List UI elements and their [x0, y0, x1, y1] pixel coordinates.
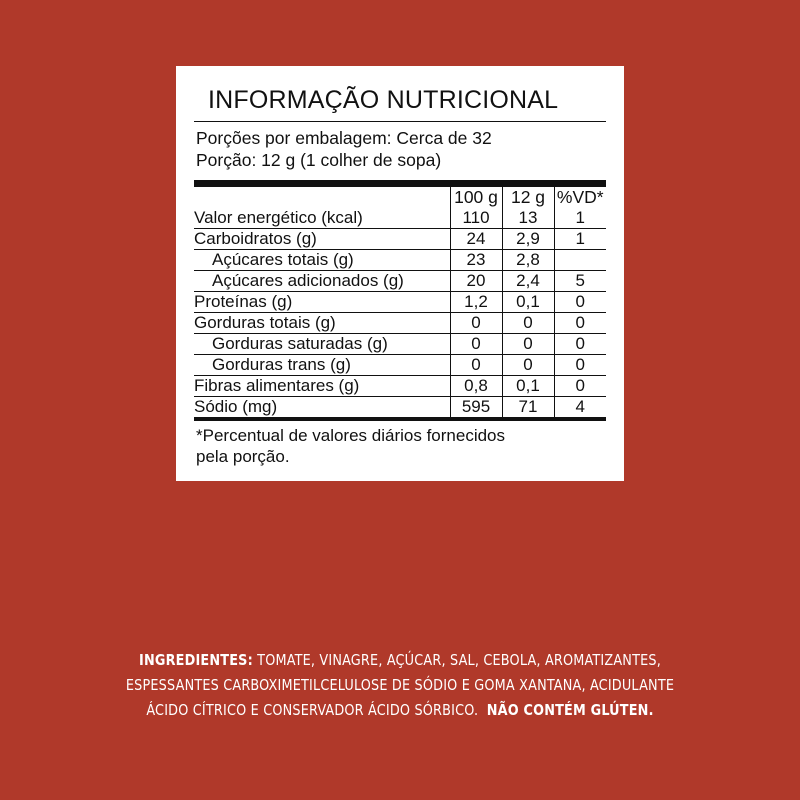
- nutrition-table-body: [194, 208, 606, 417]
- nutrient-per-portion: 0: [502, 312, 554, 333]
- nutrient-per-100g: 24: [450, 228, 502, 249]
- nutrition-table: [194, 187, 606, 417]
- nutrient-per-100g: 20: [450, 270, 502, 291]
- nutrient-name: Fibras alimentares (g): [194, 375, 450, 396]
- nutrient-name: Proteínas (g): [194, 291, 450, 312]
- nutrient-name: Açúcares adicionados (g): [194, 270, 450, 291]
- column-header-per-100g: 100 g: [450, 187, 502, 208]
- nutrient-vd: [554, 249, 606, 270]
- nutrient-per-portion: 13: [502, 208, 554, 229]
- footnote-line-2: pela porção.: [196, 446, 290, 466]
- nutrient-per-portion: 71: [502, 396, 554, 417]
- nutrient-vd: 5: [554, 270, 606, 291]
- table-row: [194, 291, 606, 312]
- ingredients-block: [32, 648, 768, 723]
- nutrient-per-portion: 0,1: [502, 375, 554, 396]
- nutrient-name: Gorduras trans (g): [194, 354, 450, 375]
- nutrient-per-100g: 1,2: [450, 291, 502, 312]
- ingredients-line-3-text: ÁCIDO CÍTRICO E CONSERVADOR ÁCIDO SÓRBICO.: [146, 701, 479, 720]
- nutrient-per-portion: 2,8: [502, 249, 554, 270]
- nutrient-name: Valor energético (kcal): [194, 207, 363, 227]
- footnote-line-1: *Percentual de valores diários fornecidos: [196, 425, 506, 445]
- nutrient-per-100g: 0: [450, 354, 502, 375]
- nutrient-per-portion: 0,1: [502, 291, 554, 312]
- table-row: [194, 208, 606, 229]
- table-header-row: [194, 187, 606, 208]
- nutrient-vd: 0: [554, 291, 606, 312]
- nutrient-per-100g: 0: [450, 312, 502, 333]
- ingredients-line-1: [32, 648, 768, 673]
- nutrient-per-portion: 0: [502, 354, 554, 375]
- nutrient-per-portion: 2,4: [502, 270, 554, 291]
- nutrient-per-100g: 0: [450, 333, 502, 354]
- ingredients-label: INGREDIENTES:: [139, 651, 253, 669]
- nutrient-name: Gorduras totais (g): [194, 312, 450, 333]
- divider-thick-top: [194, 180, 606, 187]
- nutrient-vd: 0: [554, 375, 606, 396]
- nutrient-per-portion: 2,9: [502, 228, 554, 249]
- table-row: [194, 249, 606, 270]
- table-row: [194, 270, 606, 291]
- nutrient-per-100g: 595: [450, 396, 502, 417]
- nutrient-per-100g: 23: [450, 249, 502, 270]
- nutrient-vd: 0: [554, 312, 606, 333]
- table-row: [194, 354, 606, 375]
- nutrient-vd: 1: [554, 208, 606, 229]
- gluten-free-claim: NÃO CONTÉM GLÚTEN.: [486, 701, 654, 720]
- footnote: [194, 421, 606, 467]
- nutrient-vd: 0: [554, 333, 606, 354]
- table-row: [194, 396, 606, 417]
- nutrition-facts-panel: [176, 66, 624, 481]
- nutrient-vd: 4: [554, 396, 606, 417]
- nutrient-name: Carboidratos (g): [194, 228, 450, 249]
- nutrient-name: Sódio (mg): [194, 396, 450, 417]
- nutrient-per-portion: 0: [502, 333, 554, 354]
- serving-info: [194, 122, 606, 176]
- nutrient-per-100g: 0,8: [450, 375, 502, 396]
- nutrient-name: Açúcares totais (g): [194, 249, 450, 270]
- table-row: [194, 312, 606, 333]
- page-title: INFORMAÇÃO NUTRICIONAL: [208, 86, 559, 114]
- ingredients-line-2: ESPESSANTES CARBOXIMETILCELULOSE DE SÓDIO E GOMA XANTANA, ACIDULANTE: [125, 676, 675, 695]
- nutrient-name: Gorduras saturadas (g): [194, 333, 450, 354]
- serving-size: Porção: 12 g (1 colher de sopa): [196, 150, 442, 171]
- table-row: [194, 333, 606, 354]
- ingredients-line-3: [32, 698, 768, 723]
- table-row: [194, 375, 606, 396]
- nutrient-vd: 1: [554, 228, 606, 249]
- column-header-vd: %VD*: [554, 187, 606, 208]
- table-row: [194, 228, 606, 249]
- servings-per-package: Porções por embalagem: Cerca de 32: [196, 128, 492, 148]
- column-header-blank: [194, 187, 450, 208]
- nutrient-per-100g: 110: [450, 208, 502, 229]
- column-header-per-portion: 12 g: [502, 187, 554, 208]
- nutrient-vd: 0: [554, 354, 606, 375]
- ingredients-line-1-text: TOMATE, VINAGRE, AÇÚCAR, SAL, CEBOLA, AROMATIZANTES,: [252, 651, 661, 669]
